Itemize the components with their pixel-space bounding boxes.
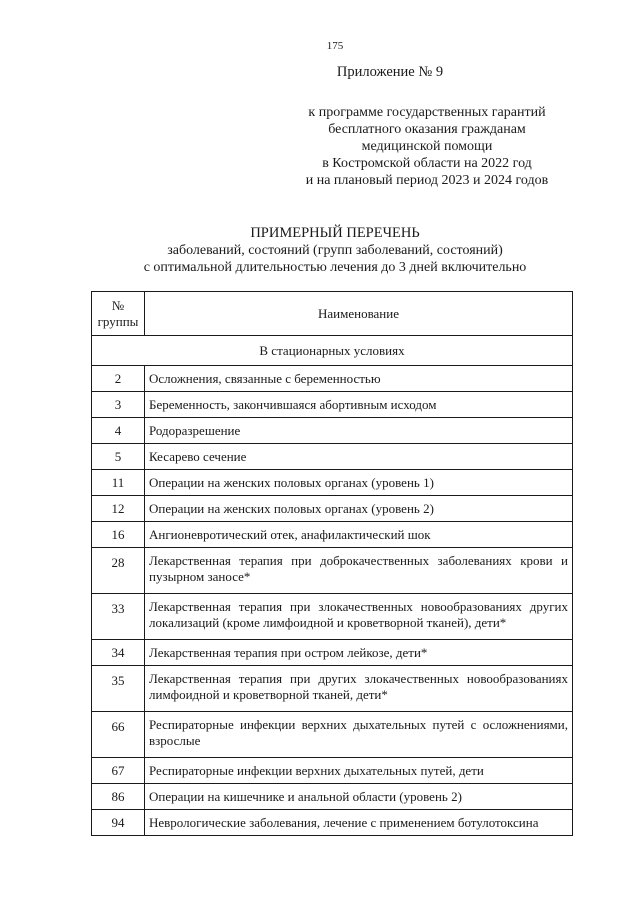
group-name: Лекарственная терапия при доброкачественных заболеваниях крови и пузырном заносе* — [145, 548, 573, 594]
appendix-line: в Костромской области на 2022 год — [322, 156, 532, 171]
table-row — [92, 470, 573, 496]
group-name: Беременность, закончившаяся абортивным исходом — [145, 392, 573, 418]
group-number: 5 — [92, 444, 145, 470]
table-row — [92, 640, 573, 666]
table-row — [92, 666, 573, 712]
group-name: Лекарственная терапия при остром лейкозе, дети* — [145, 640, 573, 666]
group-number: 12 — [92, 496, 145, 522]
group-name: Операции на кишечнике и анальной области (уровень 2) — [145, 784, 573, 810]
group-name: Кесарево сечение — [145, 444, 573, 470]
group-number: 34 — [92, 640, 145, 666]
table-row — [92, 392, 573, 418]
group-name: Операции на женских половых органах (уровень 2) — [145, 496, 573, 522]
diseases-table — [91, 291, 573, 836]
table-row — [92, 784, 573, 810]
table-row — [92, 548, 573, 594]
group-number: 86 — [92, 784, 145, 810]
table-row — [92, 594, 573, 640]
table-row — [92, 366, 573, 392]
appendix-line: бесплатного оказания гражданам — [328, 122, 526, 137]
group-number: 16 — [92, 522, 145, 548]
table-row — [92, 418, 573, 444]
appendix-line: и на плановый период 2023 и 2024 годов — [305, 173, 549, 188]
group-number: 11 — [92, 470, 145, 496]
group-name: Ангионевротический отек, анафилактический шок — [145, 522, 573, 548]
group-name: Лекарственная терапия при злокачественных новообразованиях других локализаций (кроме лимфоидной и кроветворной тканей), дети* — [145, 594, 573, 640]
group-name: Родоразрешение — [145, 418, 573, 444]
group-number: 28 — [92, 548, 145, 594]
table-row — [92, 522, 573, 548]
group-name: Операции на женских половых органах (уровень 1) — [145, 470, 573, 496]
group-name: Респираторные инфекции верхних дыхательных путей, дети — [145, 758, 573, 784]
document-title: ПРИМЕРНЫЙ ПЕРЕЧЕНЬ — [250, 225, 420, 241]
table-header-row — [92, 292, 573, 336]
group-number: 66 — [92, 712, 145, 758]
header-group-number: № группы — [92, 292, 145, 336]
table-row — [92, 712, 573, 758]
group-number: 4 — [92, 418, 145, 444]
group-name: Неврологические заболевания, лечение с применением ботулотоксина — [145, 810, 573, 836]
group-number: 33 — [92, 594, 145, 640]
document-subtitle — [0, 242, 640, 276]
appendix-subtitle — [282, 104, 572, 189]
group-name: Респираторные инфекции верхних дыхательных путей с осложнениями, взрослые — [145, 712, 573, 758]
page-number: 175 — [326, 40, 344, 52]
group-number: 94 — [92, 810, 145, 836]
group-number: 35 — [92, 666, 145, 712]
header-name: Наименование — [145, 292, 573, 336]
document-subtitle-line: заболеваний, состояний (групп заболеваний, состояний) — [167, 243, 503, 258]
group-number: 2 — [92, 366, 145, 392]
group-name: Осложнения, связанные с беременностью — [145, 366, 573, 392]
group-name: Лекарственная терапия при других злокачественных новообразованиях лимфоидной и кроветворной тканей, дети* — [145, 666, 573, 712]
appendix-title: Приложение № 9 — [336, 64, 444, 80]
table-row — [92, 496, 573, 522]
section-row — [92, 336, 573, 366]
table-row — [92, 444, 573, 470]
table-row — [92, 810, 573, 836]
document-subtitle-line: с оптимальной длительностью лечения до 3 дней включительно — [143, 260, 527, 275]
group-number: 67 — [92, 758, 145, 784]
table-row — [92, 758, 573, 784]
group-number: 3 — [92, 392, 145, 418]
appendix-line: медицинской помощи — [361, 139, 493, 154]
appendix-line: к программе государственных гарантий — [308, 105, 546, 120]
section-label: В стационарных условиях — [92, 336, 573, 366]
